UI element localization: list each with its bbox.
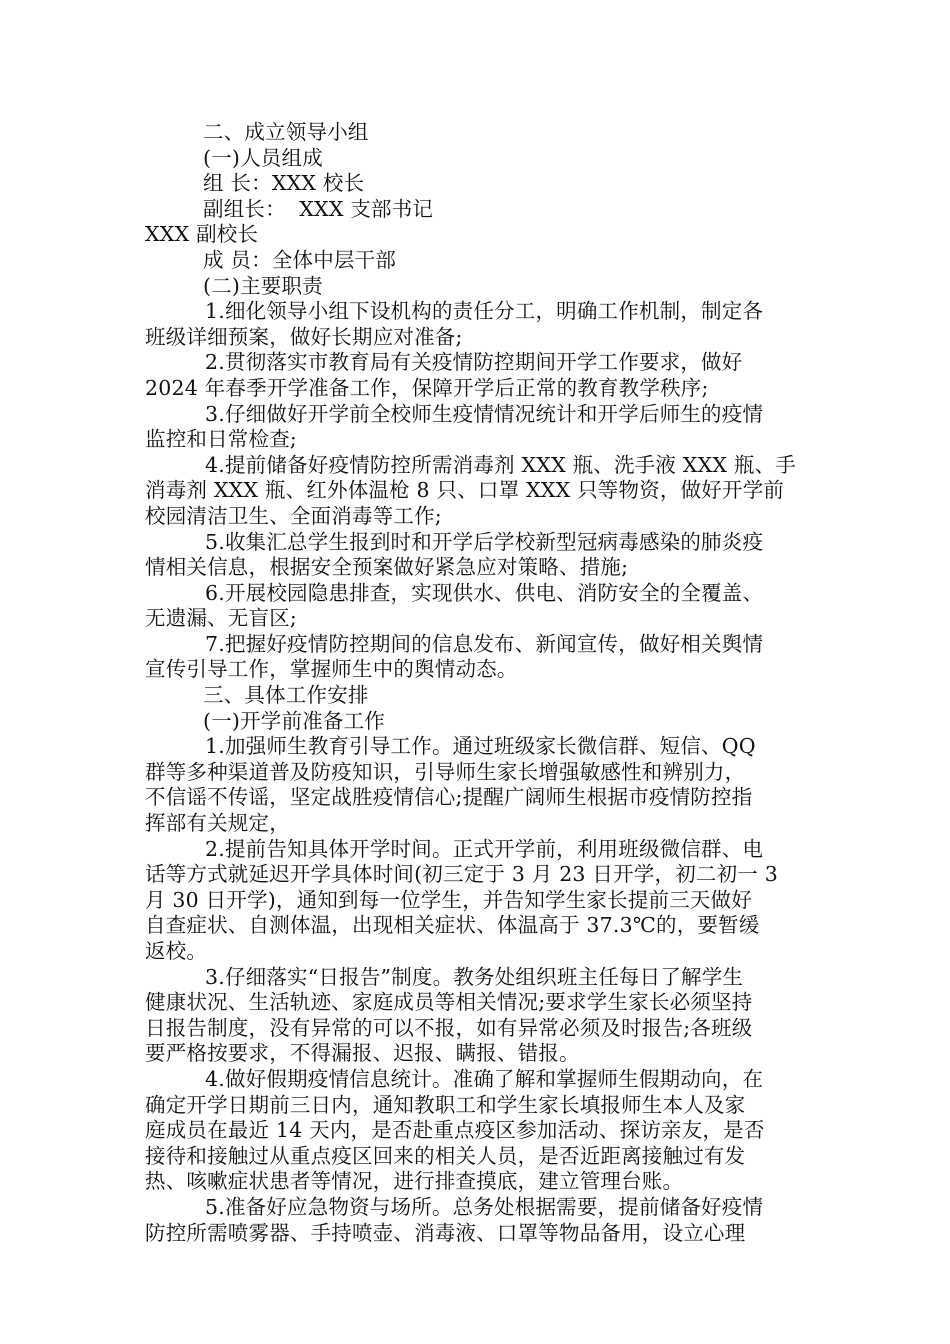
text-line: 月 30 日开学)，通知到每一位学生，并告知学生家长提前三天做好: [145, 887, 753, 912]
text-line: 班级详细预案，做好长期应对准备;: [145, 324, 463, 349]
text-line: 庭成员在最近 14 天内，是否赴重点疫区参加活动、探访亲友，是否: [145, 1118, 765, 1143]
text-line: 4.做好假期疫情信息统计。准确了解和掌握师生假期动向，在: [205, 1066, 764, 1091]
text-line: 确定开学日期前三日内，通知教职工和学生家长填报师生本人及家: [145, 1092, 746, 1117]
text-line: 防控所需喷雾器、手持喷壶、消毒液、口罩等物品备用，设立心理: [145, 1220, 746, 1245]
text-line: 群等多种渠道普及防疫知识，引导师生家长增强敏感性和辨别力，: [145, 759, 746, 784]
text-line: 返校。: [145, 939, 208, 963]
text-line: 1.加强师生教育引导工作。通过班级家长微信群、短信、QQ: [205, 734, 756, 759]
text-line: 副组长： XXX 支部书记: [203, 196, 434, 221]
subsection-heading: (一)开学前准备工作: [203, 708, 385, 733]
text-line: 挥部有关规定，: [145, 811, 290, 836]
text-line: 健康状况、生活轨迹、家庭成员等相关情况;要求学生家长必须坚持: [145, 990, 753, 1015]
text-line: 接待和接触过从重点疫区回来的相关人员，是否近距离接触过有发: [145, 1143, 746, 1168]
text-line: 5.收集汇总学生报到时和开学后学校新型冠病毒感染的肺炎疫: [205, 529, 764, 554]
text-line: 热、咳嗽症状患者等情况，进行排查摸底，建立管理台账。: [145, 1169, 684, 1194]
text-line: 不信谣不传谣，坚定战胜疫情信心;提醒广阔师生根据市疫情防控指: [145, 785, 753, 810]
subsection-heading: (一)人员组成: [203, 145, 323, 170]
text-line: 2.贯彻落实市教育局有关疫情防控期间开学工作要求，做好: [205, 350, 743, 375]
text-line: 要严格按要求，不得漏报、迟报、瞒报、错报。: [145, 1041, 580, 1066]
text-line: 成 员：全体中层干部: [203, 247, 397, 272]
text-line: 3.仔细落实“日报告”制度。教务处组织班主任每日了解学生: [205, 964, 744, 989]
text-line: XXX 副校长: [145, 222, 259, 247]
text-line: 校园清洁卫生、全面消毒等工作;: [145, 503, 442, 528]
text-line: 4.提前储备好疫情防控所需消毒剂 XXX 瓶、洗手液 XXX 瓶、手: [205, 452, 796, 477]
text-line: 话等方式就延迟开学具体时间(初三定于 3 月 23 日开学，初二初一 3: [145, 862, 778, 887]
text-line: 宣传引导工作，掌握师生中的舆情动态。: [145, 657, 518, 682]
text-line: 组 长：XXX 校长: [203, 171, 365, 196]
text-line: 自查症状、自测体温，出现相关症状、体温高于 37.3℃的，要暂缓: [145, 913, 760, 938]
section-heading: 三、具体工作安排: [203, 683, 369, 708]
text-line: 2024 年春季开学准备工作，保障开学后正常的教育教学秩序;: [145, 375, 709, 400]
text-line: 7.把握好疫情防控期间的信息发布、新闻宣传，做好相关舆情: [205, 631, 764, 656]
text-line: 6.开展校园隐患排查，实现供水、供电、消防安全的全覆盖、: [205, 580, 764, 605]
text-line: 监控和日常检查;: [145, 427, 298, 452]
text-line: 日报告制度，没有异常的可以不报，如有异常必须及时报告;各班级: [145, 1015, 753, 1040]
text-line: 2.提前告知具体开学时间。正式开学前，利用班级微信群、电: [205, 836, 764, 861]
subsection-heading: (二)主要职责: [203, 273, 323, 298]
document-body: [145, 120, 805, 1246]
text-line: 5.准备好应急物资与场所。总务处根据需要，提前储备好疫情: [205, 1194, 764, 1219]
text-line: 1.细化领导小组下设机构的责任分工，明确工作机制，制定各: [205, 299, 764, 324]
text-line: 情相关信息，根据安全预案做好紧急应对策略、措施;: [145, 555, 629, 580]
text-line: 3.仔细做好开学前全校师生疫情情况统计和开学后师生的疫情: [205, 401, 764, 426]
section-heading: 二、成立领导小组: [203, 120, 369, 144]
text-line: 无遗漏、无盲区;: [145, 606, 298, 631]
text-line: 消毒剂 XXX 瓶、红外体温枪 8 只、口罩 XXX 只等物资，做好开学前: [145, 478, 785, 503]
